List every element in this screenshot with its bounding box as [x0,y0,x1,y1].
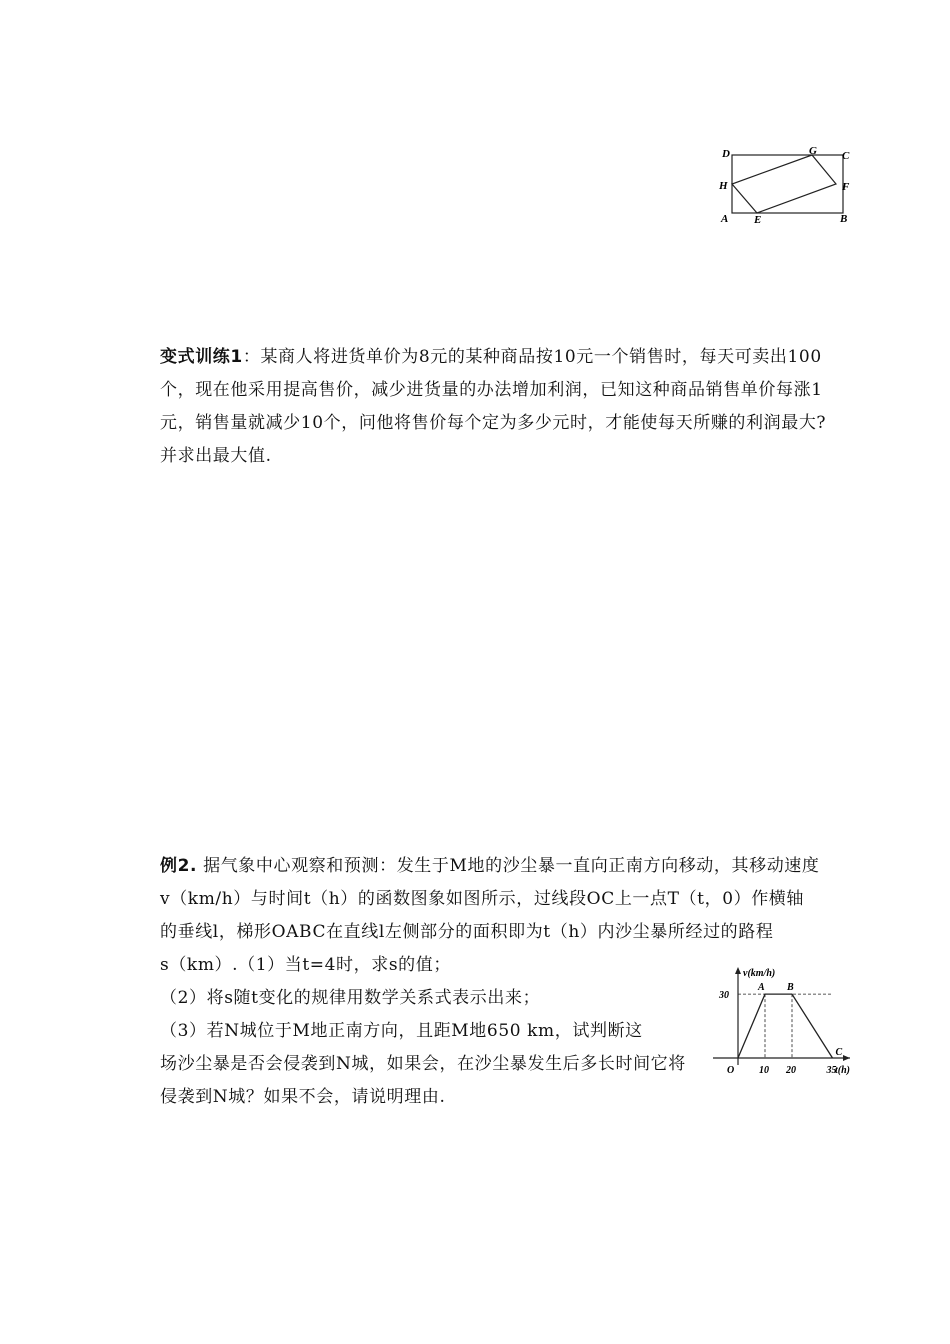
label-b: B [840,213,848,225]
example-2-label: 例2. [160,856,198,876]
origin-label: O [727,1065,735,1076]
label-f: F [842,181,850,193]
example-2-line-8: 侵袭到N城？如果不会，请说明理由. [160,1087,446,1107]
exercise-1 [160,341,826,473]
example-2-line-4: s（km）.（1）当t=4时，求s的值； [160,955,451,975]
label-g: G [809,145,817,157]
example-2-line-3: 的垂线l，梯形OABC在直线l左侧部分的面积即为t（h）内沙尘暴所经过的路程 [160,922,774,942]
point-label-c: C [835,1047,843,1058]
example-2-line-2: v（km/h）与时间t（h）的函数图象如图所示，过线段OC上一点T（t，0）作横轴 [160,889,805,909]
point-label-a: A [758,982,765,994]
exercise-1-line-3: 元，销售量就减少10个，问他将售价每个定为多少元时，才能使每天所赚的利润最大? [160,413,827,433]
x-axis-arrow [843,1055,850,1061]
y-axis-label: v(km/h) [743,968,776,979]
x-axis-label: t(h) [835,1065,850,1076]
example-2-line-6: （3）若N城位于M地正南方向，且距M地650 km，试判断这 [160,1021,643,1041]
rectangle-figure [712,142,872,232]
exercise-1-label: 变式训练1 [160,347,243,367]
y-tick-label: 30 [719,990,729,1002]
label-h: H [719,180,728,192]
exercise-1-line-4: 并求出最大值. [160,446,272,466]
label-d: D [722,148,730,160]
label-c: C [842,150,850,162]
x-tick-label: 10 [759,1065,769,1076]
point-label-b: B [787,982,794,994]
example-2-line-1: 据气象中心观察和预测：发生于M地的沙尘暴一直向正南方向移动，其移动速度 [197,856,820,876]
velocity-time-chart [705,963,855,1078]
exercise-1-line-2: 个，现在他采用提高售价，减少进货量的办法增加利润，已知这种商品销售单价每涨1 [160,380,823,400]
example-2-line-5: （2）将s随t变化的规律用数学关系式表示出来； [160,988,541,1008]
x-tick-label: 35 [826,1065,837,1076]
example-2-line-7: 场沙尘暴是否会侵袭到N城，如果会，在沙尘暴发生后多长时间它将 [160,1054,686,1074]
label-a: A [721,213,729,225]
y-axis-arrow [735,967,741,974]
series-line [738,994,833,1058]
x-tick-label: 20 [786,1065,796,1076]
parallelogram-efgh [732,155,836,213]
exercise-1-line-1: ：某商人将进货单价为8元的某种商品按10元一个销售时，每天可卖出100 [242,347,822,367]
label-e: E [754,214,762,226]
